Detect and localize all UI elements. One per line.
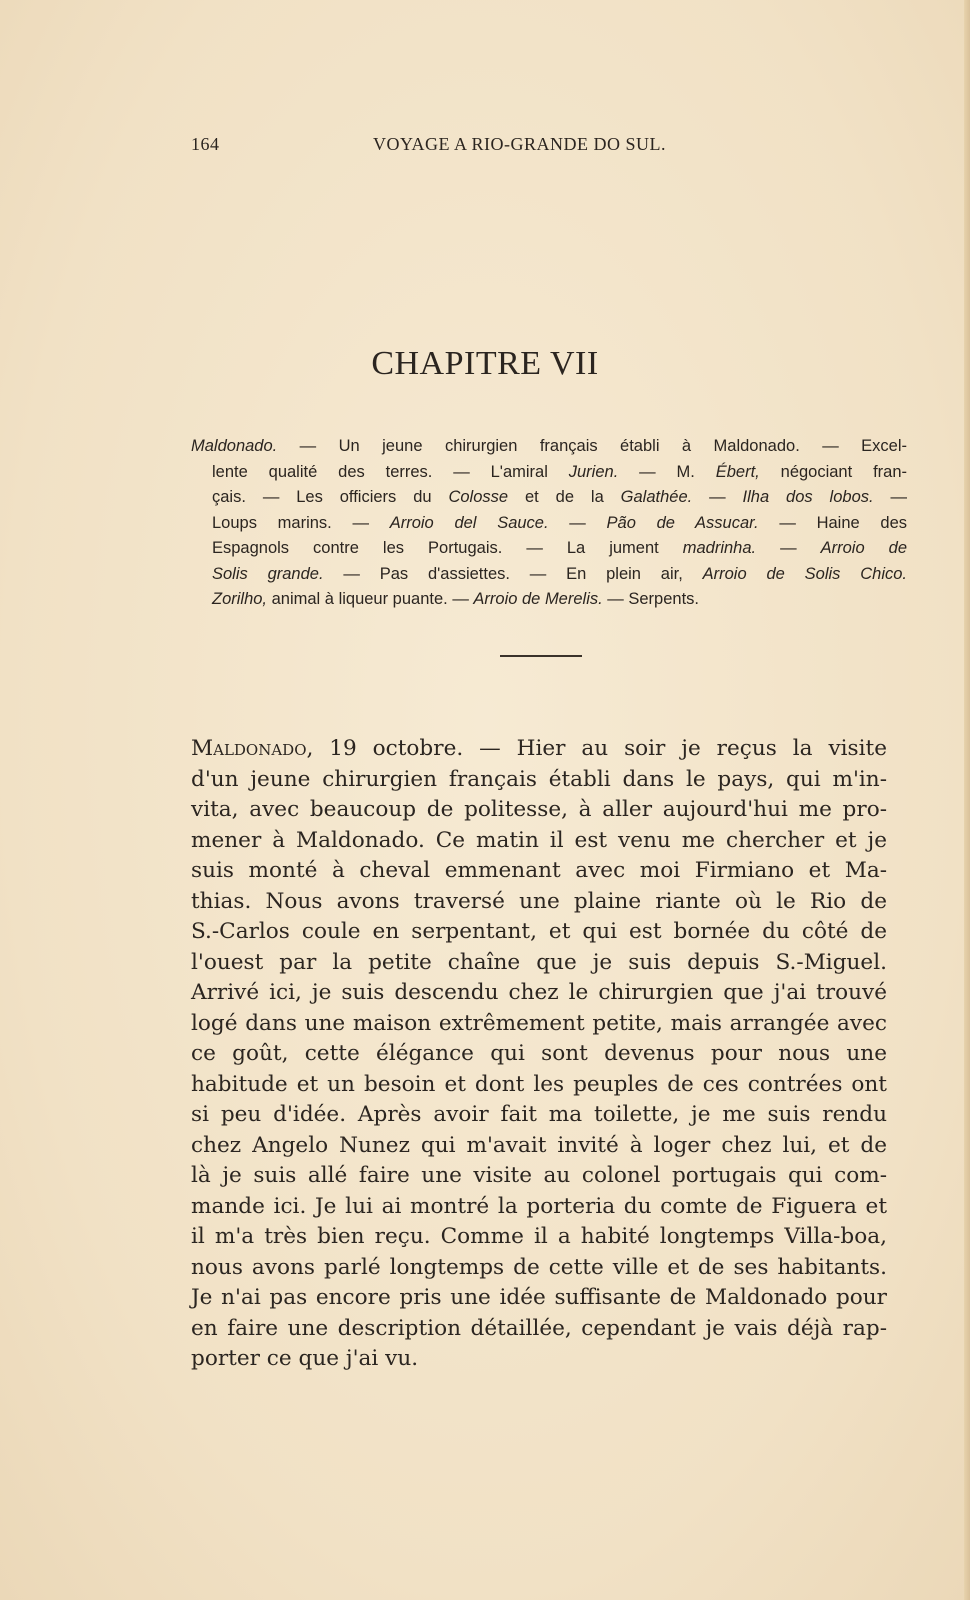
body-line: porter ce que j'ai vu. [191,1346,419,1371]
body-line: suis monté à cheval emmenant avec moi Firmiano et Ma- [191,858,887,883]
running-title: VOYAGE A RIO-GRANDE DO SUL. [373,134,667,154]
summary-line: lente qualité des terres. — L'amiral Jurien. — M. Ébert, négociant fran- [212,462,907,481]
body-line: thias. Nous avons traversé une plaine riante où le Rio de [191,888,887,914]
body-line: ce goût, cette élégance qui sont devenus pour nous une [191,1041,887,1066]
body-line: il m'a très bien reçu. Comme il a habité longtemps Villa-boa, [191,1224,887,1249]
body-line: si peu d'idée. Après avoir fait ma toilette, je me suis rendu [191,1102,887,1127]
body-line: Je n'ai pas encore pris une idée suffisante de Maldonado pour [191,1285,887,1310]
body-line: nous avons parlé longtemps de cette ville et de ses habitants. [191,1254,887,1280]
body-line: vita, avec beaucoup de politesse, à aller aujourd'hui me pro- [191,797,887,822]
running-header [191,134,717,160]
body-line: S.-Carlos coule en serpentant, et qui est bornée du côté de [191,919,887,944]
summary-line: Solis grande. — Pas d'assiettes. — En plein air, Arroio de Solis Chico. [212,564,908,583]
body-line: logé dans une maison extrêmement petite, mais arrangée avec [191,1010,887,1036]
body-line: habitude et un besoin et dont les peuples de ces contrées ont [191,1071,887,1097]
body-line: en faire une description détaillée, cependant je vais déjà rap- [191,1315,887,1341]
body-line: là je suis allé faire une visite au colonel portugais qui com- [191,1163,887,1188]
summary-line: Loups marins. — Arroio del Sauce. — Pão de Assucar. — Haine des [212,513,908,532]
page-edge [964,0,970,1600]
summary-line: Espagnols contre les Portugais. — La jument madrinha. — Arroio de [212,539,907,557]
body-line: chez Angelo Nunez qui m'avait invité à loger chez lui, et de [191,1132,887,1158]
dateline-place: Maldonado, [191,736,314,761]
section-divider [500,655,582,657]
summary-line: Maldonado. — Un jeune chirurgien français établi à Maldonado. — Excel- [191,437,907,455]
body-line: l'ouest par la petite chaîne que je suis depuis S.-Miguel. [191,949,887,975]
body-line: Arrivé ici, je suis descendu chez le chirurgien que j'ai trouvé [191,980,887,1005]
summary-line: çais. — Les officiers du Colosse et de la Galathée. — Ilha dos lobos. — [212,488,907,506]
body-text [191,734,887,1375]
chapter-summary [191,434,907,613]
body-line: mener à Maldonado. Ce matin il est venu me chercher et je [191,827,887,853]
chapter-title: CHAPITRE VII [371,345,599,382]
body-line: d'un jeune chirurgien français établi dans le pays, qui m'in- [191,766,887,792]
page-number: 164 [191,134,220,154]
body-line: mande ici. Je lui ai montré la porteria du comte de Figuera et [191,1193,887,1219]
body-line: Maldonado, 19 octobre. — Hier au soir je reçus la visite [191,736,887,761]
summary-line: Zorilho, animal à liqueur puante. — Arroio de Merelis. — Serpents. [212,590,699,608]
